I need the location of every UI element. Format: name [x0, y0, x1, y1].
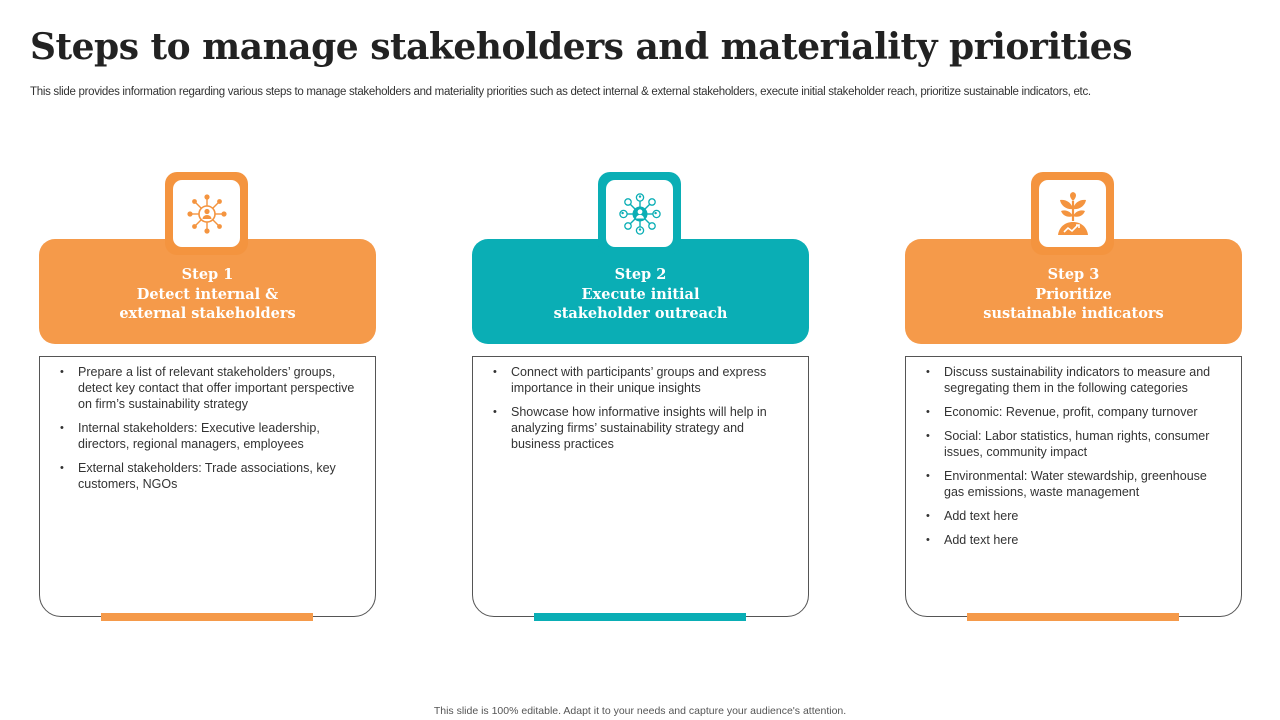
step-2-title-line-1: Execute initial — [581, 285, 700, 303]
list-item: • Add text here — [926, 532, 1223, 548]
step-1-bullet-list — [40, 357, 375, 492]
list-item: • External stakeholders: Trade associations, key customers, NGOs — [60, 460, 357, 492]
step-3-icon-frame — [1031, 172, 1114, 255]
plant-growth-icon — [1039, 180, 1106, 247]
step-1-title-line-1: Detect internal & — [136, 285, 279, 303]
list-item: • Prepare a list of relevant stakeholders’ groups, detect key contact that offer important perspective on firm’s sustainability strategy — [60, 364, 357, 412]
step-card-1 — [39, 172, 376, 624]
step-card-3 — [905, 172, 1242, 624]
list-item: • Showcase how informative insights will help in analyzing firms’ sustainability strategy and business practices — [493, 404, 790, 452]
step-3-title-line-1: Prioritize — [1035, 285, 1112, 303]
step-3-accent-bar — [967, 613, 1179, 621]
step-2-icon-frame — [598, 172, 681, 255]
people-network-icon — [606, 180, 673, 247]
slide-subtitle: This slide provides information regarding various steps to manage stakeholders and materiality priorities such as detect internal & external stakeholders, execute initial stakeholder reach, prioritize sustainable indicators, etc. — [30, 86, 1091, 98]
step-3-number: Step 3 — [1047, 266, 1100, 284]
network-user-icon — [173, 180, 240, 247]
step-1-body — [39, 356, 376, 617]
list-item: • Discuss sustainability indicators to measure and segregating them in the following categories — [926, 364, 1223, 396]
list-item: • Economic: Revenue, profit, company turnover — [926, 404, 1223, 420]
step-card-2 — [472, 172, 809, 624]
list-item: • Add text here — [926, 508, 1223, 524]
step-2-accent-bar — [534, 613, 746, 621]
list-item: • Social: Labor statistics, human rights, consumer issues, community impact — [926, 428, 1223, 460]
step-2-number: Step 2 — [614, 266, 667, 284]
step-1-number: Step 1 — [181, 266, 234, 284]
list-item: • Internal stakeholders: Executive leadership, directors, regional managers, employees — [60, 420, 357, 452]
step-2-body — [472, 356, 809, 617]
step-1-title-line-2: external stakeholders — [119, 305, 296, 323]
slide-footer: This slide is 100% editable. Adapt it to your needs and capture your audience's attention. — [433, 705, 847, 717]
step-1-accent-bar — [101, 613, 313, 621]
slide-title: Steps to manage stakeholders and materiality priorities — [30, 26, 1132, 68]
step-1-icon-frame — [165, 172, 248, 255]
step-3-title-line-2: sustainable indicators — [983, 305, 1164, 323]
list-item: • Environmental: Water stewardship, greenhouse gas emissions, waste management — [926, 468, 1223, 500]
list-item: • Connect with participants’ groups and express importance in their unique insights — [493, 364, 790, 396]
step-3-body — [905, 356, 1242, 617]
step-3-bullet-list — [906, 357, 1241, 548]
step-2-bullet-list — [473, 357, 808, 452]
step-2-title-line-2: stakeholder outreach — [553, 305, 728, 323]
